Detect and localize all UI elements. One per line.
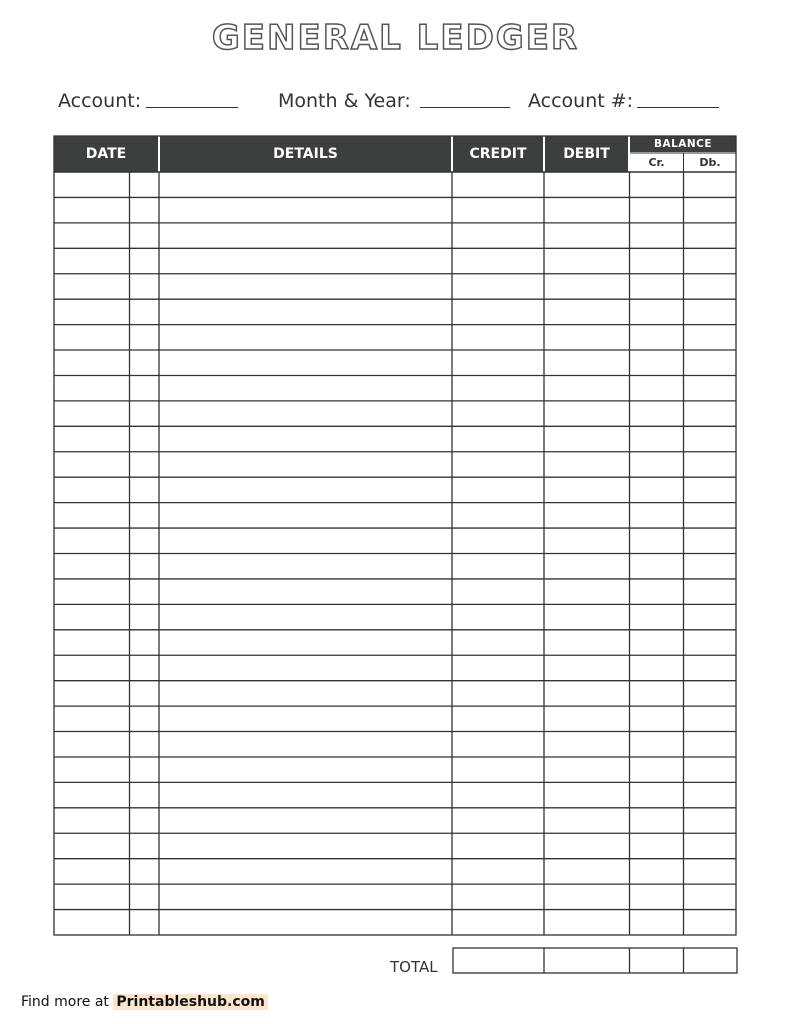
balance-cr-header: Cr. [648, 155, 665, 169]
total-label: TOTAL [390, 958, 438, 976]
page-title: GENERAL LEDGER [211, 18, 580, 58]
account-label: Account: [58, 90, 142, 112]
footer-brand-link[interactable]: Printableshub.com [113, 994, 268, 1010]
details-header: DETAILS [160, 136, 451, 172]
month-year-label: Month & Year: [278, 90, 411, 112]
header-outline[interactable] [54, 136, 736, 172]
footer-prefix: Find more at [21, 994, 114, 1010]
account-number-label: Account #: [528, 90, 634, 112]
debit-header: DEBIT [545, 136, 628, 172]
credit-header: CREDIT [453, 136, 543, 172]
balance-header: BALANCE [630, 136, 736, 152]
footer [21, 994, 268, 1010]
total-row[interactable] [453, 948, 737, 973]
date-header: DATE [54, 136, 158, 172]
balance-db-header: Db. [699, 155, 721, 169]
